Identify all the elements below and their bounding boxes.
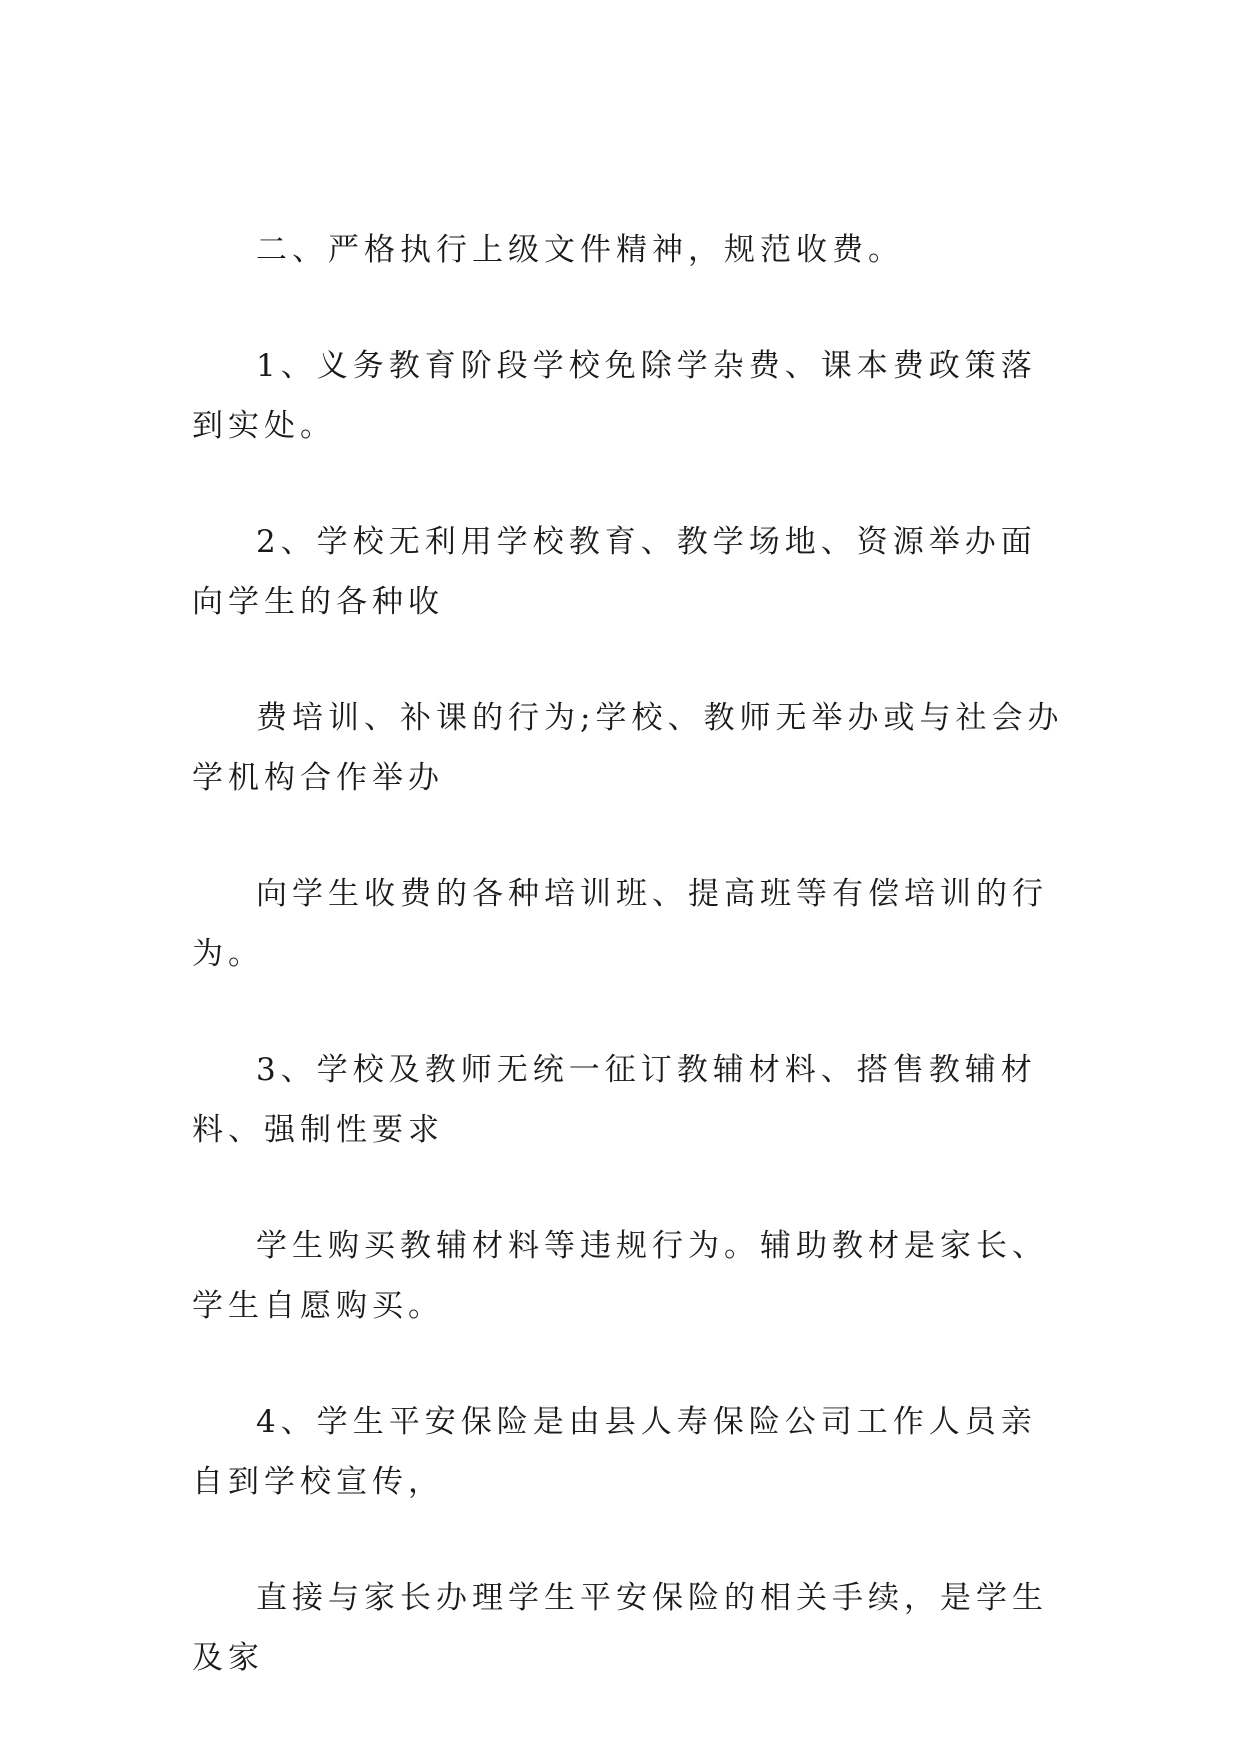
paragraph-item-1: 1、义务教育阶段学校免除学杂费、课本费政策落到实处。 — [192, 348, 1037, 444]
paragraph-item-4-continued: 直接与家长办理学生平安保险的相关手续，是学生及家 — [192, 1580, 1048, 1676]
paragraph-item-2-continued: 费培训、补课的行为;学校、教师无举办或与社会办学机构合作举办 — [192, 700, 1064, 796]
paragraph-item-4: 4、学生平安保险是由县人寿保险公司工作人员亲自到学校宣传， — [192, 1404, 1037, 1500]
paragraph-item-3-continued: 学生购买教辅材料等违规行为。辅助教材是家长、学生自愿购买。 — [192, 1228, 1048, 1324]
paragraph-item-2: 2、学校无利用学校教育、教学场地、资源举办面向学生的各种收 — [192, 524, 1037, 620]
paragraph-item-2-end: 向学生收费的各种培训班、提高班等有偿培训的行为。 — [192, 876, 1048, 972]
document-body — [192, 220, 1072, 1744]
section-heading: 二、严格执行上级文件精神，规范收费。 — [256, 232, 904, 268]
paragraph-item-3: 3、学校及教师无统一征订教辅材料、搭售教辅材料、强制性要求 — [192, 1052, 1037, 1148]
